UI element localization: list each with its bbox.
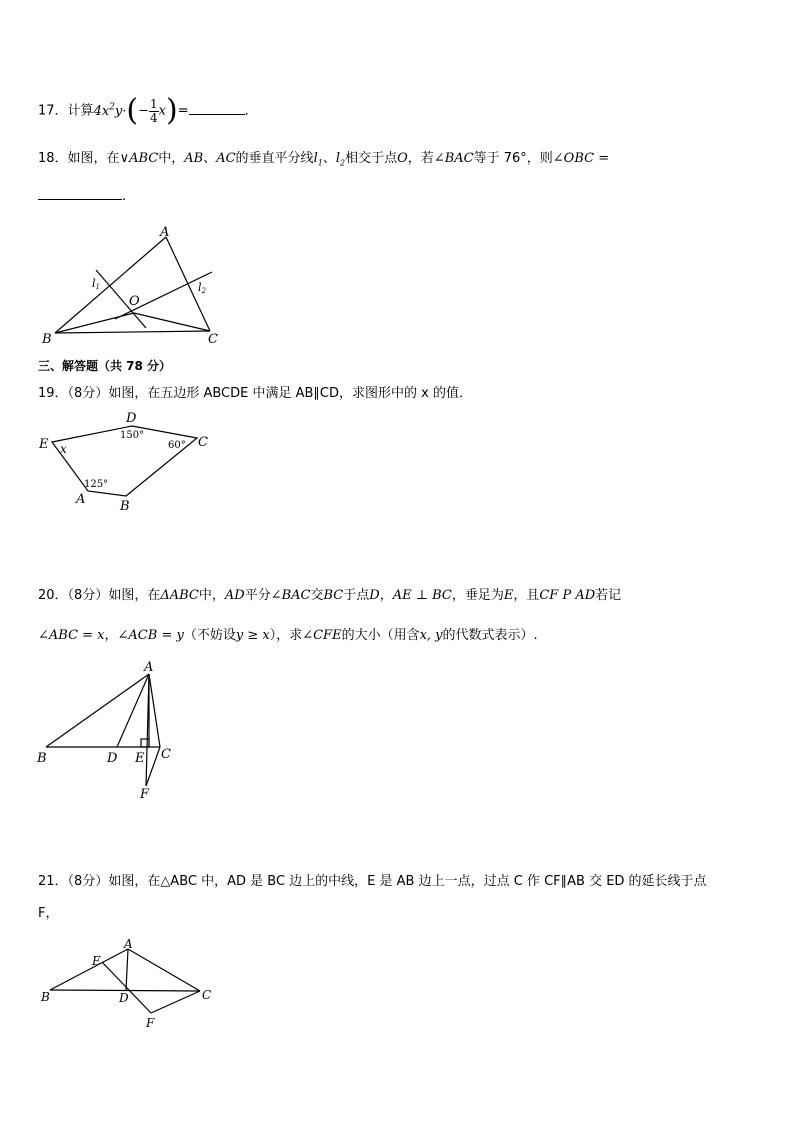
fig19-label-c: C bbox=[198, 435, 208, 450]
question-21-line1: 21．（8分）如图，在△ABC 中，AD 是 BC 边上的中线，E 是 AB 边上一点，过点 C 作 CF∥AB 交 ED 的延长线于点 bbox=[38, 874, 707, 889]
fig20-side-ac bbox=[149, 674, 160, 747]
q17-answer-blank[interactable] bbox=[189, 114, 245, 115]
fig21-line-cf bbox=[151, 991, 200, 1013]
figure-21 bbox=[38, 936, 223, 1036]
fig21-label-f: F bbox=[146, 1016, 155, 1030]
fig18-side-bc bbox=[55, 331, 210, 333]
q17-number: 17． bbox=[38, 103, 68, 119]
fig18-label-l1: l1 bbox=[92, 277, 100, 291]
figure-18 bbox=[40, 225, 230, 350]
q17-lead: 计算 bbox=[67, 103, 94, 119]
fig18-label-a: A bbox=[160, 225, 170, 240]
fig18-label-b: B bbox=[42, 332, 52, 347]
figure-20 bbox=[34, 658, 184, 803]
fig20-label-e: E bbox=[135, 751, 145, 766]
fig20-label-b: B bbox=[37, 751, 47, 766]
fig20-label-a: A bbox=[144, 660, 154, 675]
fig19-label-b: B bbox=[120, 499, 130, 514]
fig19-label-e: E bbox=[39, 437, 49, 452]
fig21-label-a: A bbox=[124, 937, 133, 951]
fig20-label-f: F bbox=[140, 787, 150, 802]
fig21-label-c: C bbox=[202, 988, 212, 1002]
q18-answer-line: . bbox=[38, 188, 126, 206]
fig21-side-ab bbox=[50, 949, 128, 990]
fig19-label-d: D bbox=[126, 411, 137, 426]
fig19-angle-d: 150° bbox=[120, 430, 145, 441]
fig19-angle-a: 125° bbox=[84, 479, 109, 490]
question-17: 17．计算$4x^2y\cdot(-$ $\frac{1}{4}$ x)= ． bbox=[38, 93, 258, 128]
fig18-label-l2: l2 bbox=[198, 281, 206, 295]
fig21-label-e: E bbox=[92, 954, 101, 968]
fig20-line-cf bbox=[146, 747, 160, 786]
fig21-label-d: D bbox=[119, 991, 129, 1005]
q18-answer-blank[interactable] bbox=[38, 199, 122, 200]
fig18-label-o: O bbox=[129, 294, 140, 309]
fig19-label-a: A bbox=[76, 492, 86, 507]
fig20-label-c: C bbox=[161, 747, 171, 762]
question-20-line1: 20．（8分）如图，在ΔABC中，AD平分∠BAC交BC于点D，AE ⊥ BC，垂足为E，且CF P AD若记 bbox=[38, 588, 622, 603]
question-20-line2: ∠ABC = x，∠ACB = y（不妨设y ≥ x），求∠CFE的大小（用含x, y的代数式表示）. bbox=[38, 628, 538, 643]
question-18: 18．如图，在∨ABC中，AB、AC的垂直平分线$l_1$、$l_2$相交于点O，若∠BAC等于 76°，则∠OBC = bbox=[38, 151, 610, 168]
fig18-label-c: C bbox=[208, 332, 218, 347]
question-21-line2: F， bbox=[38, 906, 59, 921]
question-19: 19．（8分）如图，在五边形 ABCDE 中满足 AB∥CD，求图形中的 x 的值． bbox=[38, 386, 472, 401]
fig20-label-d: D bbox=[107, 751, 118, 766]
fig19-angle-c: 60° bbox=[168, 440, 186, 451]
q17-fraction: $\frac{1}{4}$ bbox=[150, 96, 158, 125]
fig21-side-ac bbox=[128, 949, 200, 991]
q17-expr: $4x^2y\cdot$ bbox=[93, 102, 127, 119]
figure-19 bbox=[36, 408, 226, 518]
fig21-label-b: B bbox=[41, 990, 50, 1004]
fig21-line-ad bbox=[126, 949, 128, 990]
fig19-label-x: x bbox=[60, 442, 67, 456]
fig18-seg-oc bbox=[134, 313, 210, 331]
section-3-title: 三、解答题（共 78 分） bbox=[38, 359, 172, 373]
